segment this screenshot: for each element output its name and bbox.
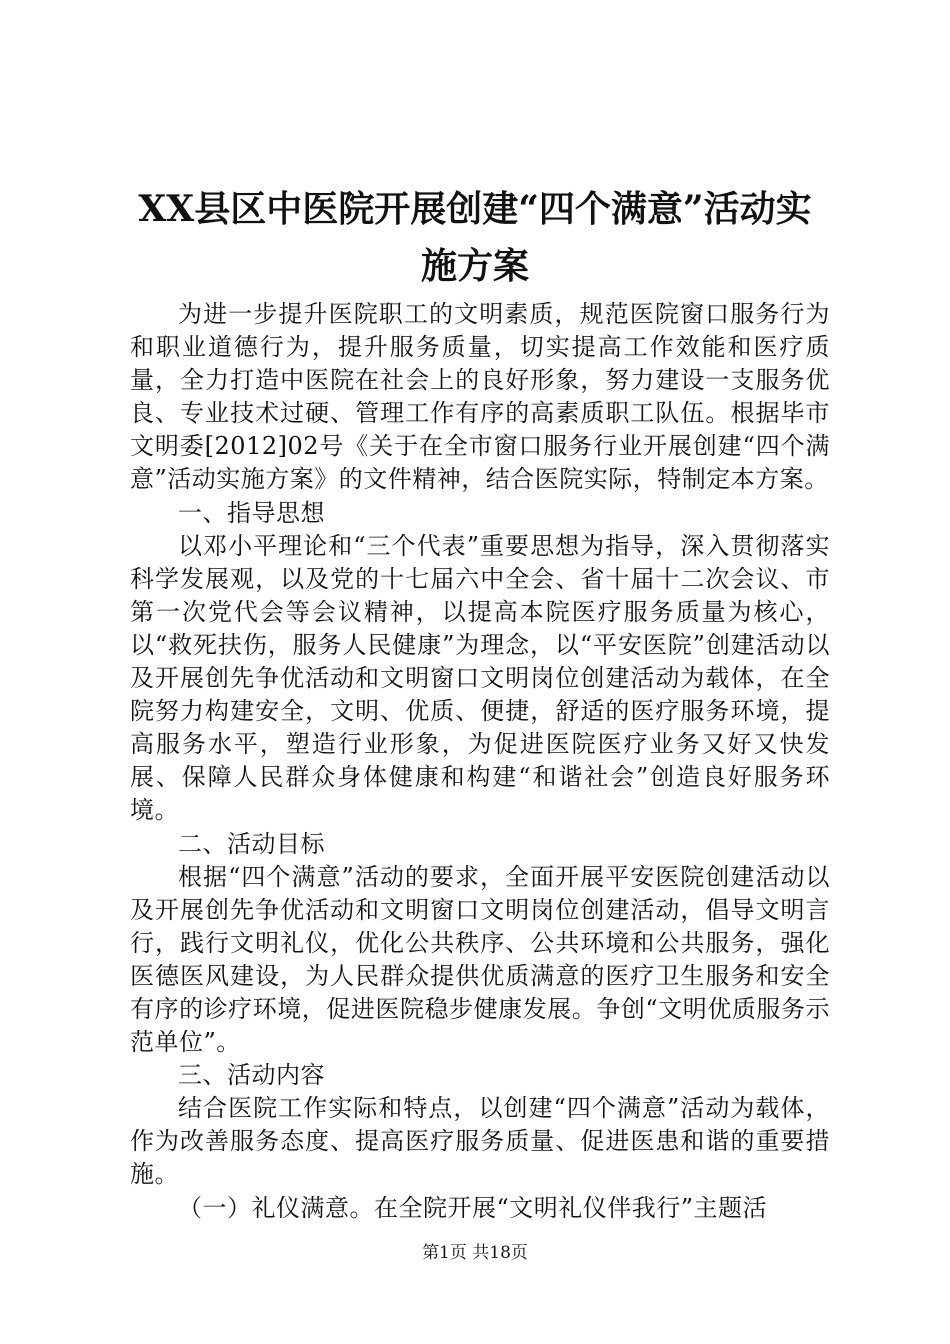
document-title-line-1: XX县区中医院开展创建“四个满意”活动实 bbox=[138, 188, 812, 230]
activity-content-paragraph: 结合医院工作实际和特点，以创建“四个满意”活动为载体，作为改善服务态度、提高医疗服务质量、促进医患和谐的重要措施。 bbox=[130, 1094, 830, 1189]
document-title-line-2: 施方案 bbox=[420, 245, 529, 287]
intro-paragraph: 为进一步提升医院职工的文明素质，规范医院窗口服务行为和职业道德行为，提升服务质量，切实提高工作效能和医疗质量，全力打造中医院在社会上的良好形象，努力建设一支服务优良、专业技术过硬、管理工作有序的高素质职工队伍。根据毕市文明委[2012]02号《关于在全市窗口服务行业开展创建“四个满意”活动实施方案》的文件精神，结合医院实际，特制定本方案。 bbox=[130, 300, 830, 494]
section-heading-activity-content: 三、活动内容 bbox=[178, 1061, 325, 1090]
guiding-ideology-paragraph: 以邓小平理论和“三个代表”重要思想为指导，深入贯彻落实科学发展观，以及党的十七届六中全会、省十届十二次会议、市第一次党代会等会议精神，以提高本院医疗服务质量为核心，以“救死扶伤，服务人民健康”为理念，以“平安医院”创建活动以及开展创先争优活动和文明窗口文明岗位创建活动为载体，在全院努力构建安全，文明、优质、便捷，舒适的医疗服务环境，提高服务水平，塑造行业形象，为促进医院医疗业务又好又快发展、保障人民群众身体健康和构建“和谐社会”创造良好服务环境。 bbox=[130, 531, 830, 825]
section-heading-guiding-ideology: 一、指导思想 bbox=[178, 498, 325, 527]
page-number-footer: 第1页 共18页 bbox=[422, 1243, 528, 1263]
activity-goals-paragraph: 根据“四个满意”活动的要求，全面开展平安医院创建活动以及开展创先争优活动和文明窗口文明岗位创建活动，倡导文明言行，践行文明礼仪，优化公共秩序、公共环境和公共服务，强化医德医风建设，为人民群众提供优质满意的医疗卫生服务和安全有序的诊疗环境，促进医院稳步健康发展。争创“文明优质服务示范单位”。 bbox=[130, 862, 830, 1057]
etiquette-satisfaction-paragraph: （一）礼仪满意。在全院开展“文明礼仪伴我行”主题活 bbox=[178, 1193, 768, 1222]
section-heading-activity-goals: 二、活动目标 bbox=[178, 829, 325, 858]
document-body bbox=[130, 298, 830, 1225]
